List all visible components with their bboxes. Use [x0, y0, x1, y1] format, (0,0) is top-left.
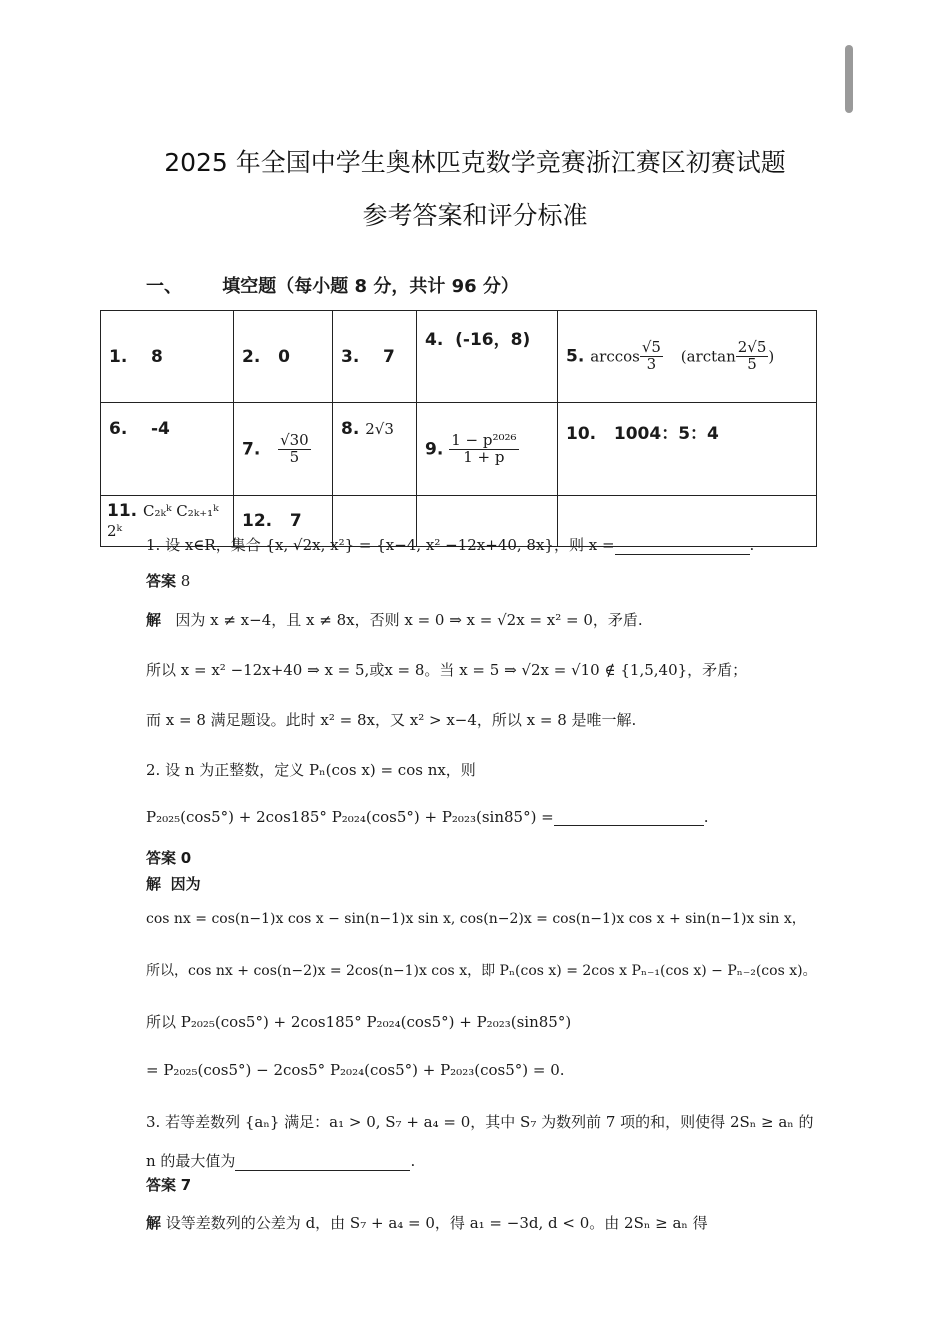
- q2-solution-line-3: 所以 P₂₀₂₅(cos5°) + 2cos185° P₂₀₂₄(cos5°) + P₂₀₂₃(sin85°): [146, 1013, 572, 1031]
- answer-cell-10: 10. 1004：5：4: [558, 403, 817, 496]
- answer-cell-12: 12. 7: [234, 496, 333, 547]
- section-title: 填空题（每小题 8 分，共计 96 分）: [222, 276, 519, 297]
- q2-expression: P₂₀₂₅(cos5°) + 2cos185° P₂₀₂₄(cos5°) + P₂₀₂₃(sin85°) = .: [146, 808, 709, 826]
- q3-prompt-line-1: 3. 若等差数列 {aₙ} 满足：a₁ > 0, S₇ + a₄ = 0，其中 S₇ 为数列前 7 项的和，则使得 2Sₙ ≥ aₙ 的: [146, 1113, 814, 1131]
- answer-cell-2: 2. 0: [234, 311, 333, 403]
- page-title: 2025 年全国中学生奥林匹克数学竞赛浙江赛区初赛试题: [164, 148, 786, 177]
- q2-solution-line-4: = P₂₀₂₅(cos5°) − 2cos5° P₂₀₂₄(cos5°) + P₂₀₂₃(cos5°) = 0.: [146, 1061, 565, 1079]
- answer-cell-11: 11. C₂ₖᵏ C₂ₖ₊₁ᵏ 2ᵏ: [101, 496, 234, 547]
- q2-solution-line-2: 所以，cos nx + cos(n−2)x = 2cos(n−1)x cos x，即 Pₙ(cos x) = 2cos x Pₙ₋₁(cos x) − Pₙ₋₂(cos x)。: [146, 963, 817, 979]
- q1-solution-line-3: 而 x = 8 满足题设。此时 x² = 8x，又 x² > x−4，所以 x = 8 是唯一解.: [146, 711, 637, 729]
- answer-cell-6: 6. -4: [101, 403, 234, 496]
- answer-cell-5: 5. arccos $\frac{√5}{3}$ (arctan $\frac{2√5}{5}$ ): [558, 311, 817, 403]
- section-heading: [146, 272, 519, 298]
- answer-cell-8: 8. 2√3: [333, 403, 417, 496]
- answer-cell-3: 3. 7: [333, 311, 417, 403]
- q3-answer: 答案 7: [146, 1176, 192, 1194]
- scrollbar[interactable]: [845, 45, 853, 113]
- answer-cell-4: 4. (-16，8): [417, 311, 558, 403]
- q1-answer: 答案 8: [146, 572, 191, 590]
- q1-solution-line-1: 解 因为 x ≠ x−4，且 x ≠ 8x，否则 x = 0 ⇒ x = √2x = x² = 0，矛盾.: [146, 611, 643, 629]
- q3-prompt-line-2: n 的最大值为 .: [146, 1152, 416, 1170]
- q2-solution-line-1: cos nx = cos(n−1)x cos x − sin(n−1)x sin x, cos(n−2)x = cos(n−1)x cos x + sin(n−1)x sin x，: [146, 911, 806, 927]
- q2-answer: 答案 0: [146, 849, 192, 867]
- q2-solution-intro: 解 因为: [146, 875, 201, 893]
- q1-solution-line-2: 所以 x = x² −12x+40 ⇒ x = 5,或x = 8。当 x = 5 ⇒ √2x = √10 ∉ {1,5,40}，矛盾；: [146, 661, 748, 679]
- q1-prompt: 1. 设 x∈R，集合 {x, √2x, x²} = {x−4, x² −12x+40, 8x}，则 x = .: [146, 536, 755, 554]
- answer-cell-7: 7. $\frac{√30}{5}$: [234, 403, 333, 496]
- q3-solution-line-1: 解 设等差数列的公差为 d，由 S₇ + a₄ = 0，得 a₁ = −3d, d < 0。由 2Sₙ ≥ aₙ 得: [146, 1214, 708, 1232]
- q2-prompt: 2. 设 n 为正整数，定义 Pₙ(cos x) = cos nx，则: [146, 761, 476, 779]
- answer-table: [100, 310, 817, 547]
- answer-cell-9: 9. $\frac{\text{1 − p²⁰²⁶}}{1 + p}$: [417, 403, 558, 496]
- page-subtitle: 参考答案和评分标准: [362, 201, 588, 230]
- answer-cell-1: 1. 8: [101, 311, 234, 403]
- section-number: 一、: [146, 276, 182, 297]
